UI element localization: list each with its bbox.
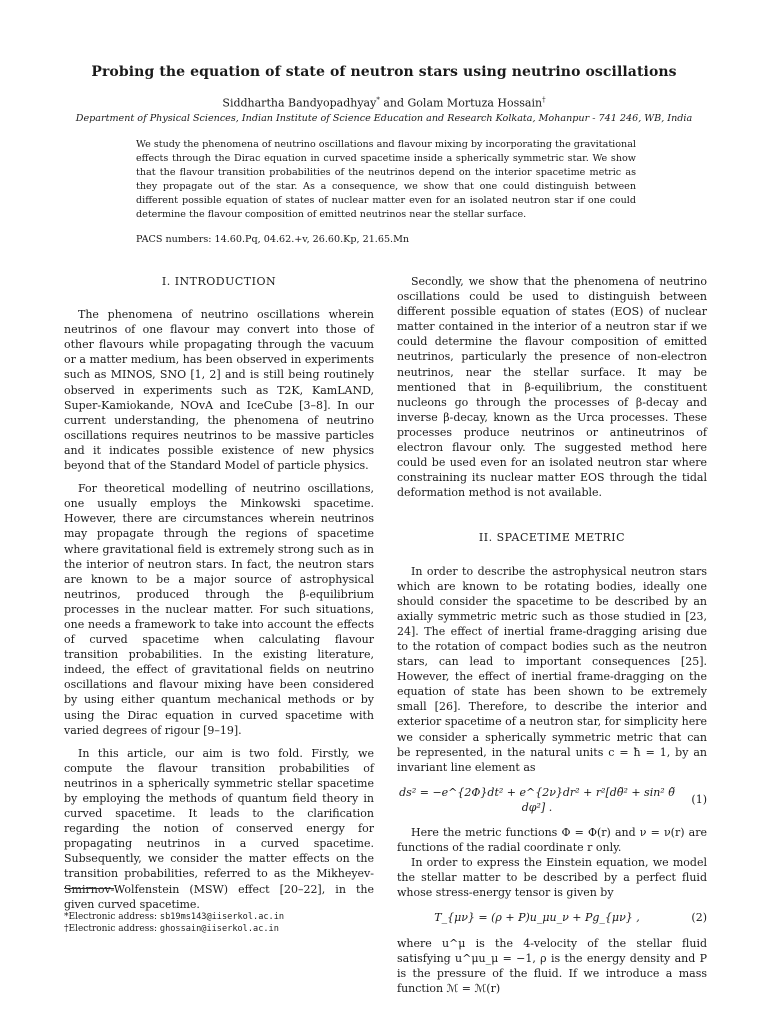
- paragraph: where u^μ is the 4-velocity of the stellar fluid satisfying u^μu_μ = −1, ρ is the energy density and P is the pressure of the fluid. If we introduce a mass function ℳ = ℳ(r): [397, 936, 707, 995]
- footnote: [64, 911, 384, 923]
- affiliation: Department of Physical Sciences, Indian Institute of Science Education and Research Kolkata, Mohanpur - 741 246, WB, India: [75, 113, 693, 124]
- abstract: We study the phenomena of neutrino oscillations and flavour mixing by incorporating the gravitational effects through the Dirac equation in curved spacetime inside a spherically symmetric star. We show that the flavour transition probabilities of the neutrinos depend on the interior spacetime metric as they propagate out of the star. As a consequence, we show that one could distinguish between different possible equation of states of nuclear matter even for an isolated neutron star if one could determine the flavour composition of emitted neutrinos near the stellar surface.: [136, 139, 636, 220]
- section-heading: II. SPACETIME METRIC: [478, 531, 626, 545]
- paragraph: Secondly, we show that the phenomena of neutrino oscillations could be used to distinguish between different possible equation of states (EOS) of nuclear matter contained in the interior of a neutron star if we could determine the flavour composition of emitted neutrinos, particularly the presence of non-electron neutrinos, near the stellar surface. It may be mentioned that in β-equilibrium, the constituent nucleons go through the processes of β-decay and inverse β-decay, known as the Urca processes. These processes produce neutrinos or antineutrinos of electron flavour only. The suggested method here could be used even for an isolated neutron star where constraining its nuclear matter EOS through the tidal deformation method is not available.: [397, 275, 707, 500]
- footnote-label: *Electronic address:: [64, 912, 160, 922]
- pacs-numbers: PACS numbers: 14.60.Pq, 04.62.+v, 26.60.Kp, 21.65.Mn: [136, 234, 410, 245]
- paragraph: For theoretical modelling of neutrino oscillations, one usually employs the Minkowski spacetime. However, there are circumstances wherein neutrinos may propagate through the regions of spacetime where gravitational field is extremely strong such as in the interior of neutron stars. In fact, the neutron stars are known to be a major source of astrophysical neutrinos, produced through the β-equilibrium processes in the nuclear matter. For such situations, one needs a framework to take into account the effects of curved spacetime when calculating flavour transition probabilities. In the existing literature, indeed, the effect of gravitational fields on neutrino oscillations and flavour mixing have been considered by using either quantum mechanical methods or by using the Dirac equation in curved spacetime with varied degrees of rigour [9–19].: [64, 482, 374, 737]
- equation: [397, 910, 707, 925]
- footnote-mark: *: [376, 96, 380, 104]
- equation-number: (1): [691, 793, 707, 807]
- footnote: [64, 923, 384, 935]
- author-name: Golam Mortuza Hossain: [407, 96, 543, 110]
- author-list: [0, 96, 768, 110]
- paragraph: In this article, our aim is two fold. Firstly, we compute the flavour transition probabilities of neutrinos in a spherically symmetric stellar spacetime by employing the methods of quantum field theory in curved spacetime. It leads to the clarification regarding the notion of conserved energy for propagating neutrinos in a curved spacetime. Subsequently, we consider the matter effects on the transition probabilities, referred to as the Mikheyev-Smirnov-Wolfenstein (MSW) effect [20–22], in the given curved spacetime.: [64, 746, 374, 911]
- footnote-label: †Electronic address:: [64, 924, 160, 934]
- right-column: [397, 274, 707, 996]
- equation: [397, 785, 707, 815]
- footnote-mark: †: [542, 96, 546, 104]
- paragraph: In order to express the Einstein equation, we model the stellar matter to be described by a perfect fluid whose stress-energy tensor is given by: [397, 856, 707, 900]
- footnotes: [64, 911, 384, 935]
- paper-title: Probing the equation of state of neutron stars using neutrino oscillations: [91, 64, 677, 80]
- section-heading: I. INTRODUCTION: [161, 275, 277, 288]
- author-name: Siddhartha Bandyopadhyay: [222, 96, 377, 110]
- equation-number: (2): [691, 911, 707, 925]
- paragraph: The phenomena of neutrino oscillations wherein neutrinos of one flavour may convert into those of other flavours while propagating through the vacuum or a matter medium, has been observed in experiments such as MINOS, SNO [1, 2] and is still being routinely observed in experiments such as T2K, KamLAND, Super-Kamiokande, NOvA and IceCube [3–8]. In our current understanding, the phenomena of neutrino oscillations requires neutrinos to be massive particles and it indicates possible existence of new physics beyond that of the Standard Model of particle physics.: [64, 308, 374, 473]
- author-conjunction: and: [383, 96, 405, 110]
- paragraph: Here the metric functions Φ = Φ(r) and ν = ν(r) are functions of the radial coordinate r only.: [397, 826, 707, 855]
- left-column: [64, 274, 374, 912]
- paragraph: In order to describe the astrophysical neutron stars which are known to be rotating bodies, ideally one should consider the spacetime to be described by an axially symmetric metric such as those studied in [23, 24]. The effect of inertial frame-dragging arising due to the rotation of compact bodies such as the neutron stars, can lead to important consequences [25]. However, the effect of inertial frame-dragging on the equation of state has been shown to be extremely small [26]. Therefore, to describe the interior and exterior spacetime of a neutron star, for simplicity here we consider a spherically symmetric metric that can be represented, in the natural units c = ħ = 1, by an invariant line element as: [397, 564, 707, 774]
- footnote-rule: [64, 888, 114, 889]
- equation-body: ds² = −e^{2Φ}dt² + e^{2ν}dr² + r²[dθ̃² + sin² θ̃ dφ²] .: [399, 785, 675, 814]
- equation-body: T_{μν} = (ρ + P)u_μu_ν + Pg_{μν} ,: [434, 911, 640, 925]
- email-link[interactable]: sb19ms143@iiserkol.ac.in: [159, 912, 285, 922]
- email-link[interactable]: ghossain@iiserkol.ac.in: [159, 924, 279, 934]
